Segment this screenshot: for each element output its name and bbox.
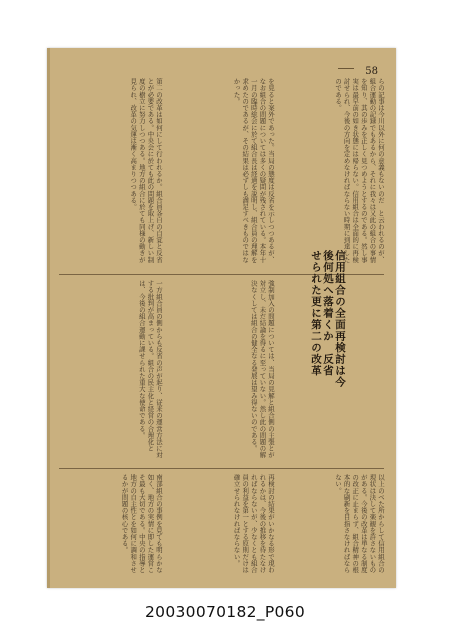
text-block-top-left: 第二の改革は如何にして行われるか。組合員各自の自覚と反省とが必要である。中央会に於ても此の問題を取上げ、新しい制度の樹立に努力しつつある。地方の組合に於ても同様の動きが見られ、改革の気運は漸く高まりつつある。: [129, 78, 163, 263]
text-block-bottom-middle: 再検討の結果がいかなる形で現われるかは、今後の推移を待たなければならないが、少なくとも組合員の利益を第一とする原則だけは確立せられなければならない。: [232, 474, 275, 573]
text-block-top-middle: を見ると案外であった。当局の態度は反省を示しつつあるが、なお組合の問題については多くの疑問が残されている。本年十一月の臨時総会に於て組合長は経過を説明し、組合員の理解を求めたのであるが、その結果は必ずしも満足すべきものではなかった。: [232, 78, 275, 263]
scan-edge: [47, 48, 50, 588]
archive-id-caption: 20030070182_P060: [145, 603, 305, 621]
section-divider: [59, 468, 384, 469]
headline-line: 信用組合の全面再検討は今: [334, 250, 346, 388]
text-block-bottom-right: 以上のべた所からして信用組合の現状は決して楽観を許さないものがある。今後の改革は単なる制度の改正に止まらず、組合精神の根本的な刷新を目指さなければならない。: [334, 474, 385, 573]
text-block-bottom-left: 南部組合の事例を見ても明らかな如く、地方の実情に即した運営こそ最も大切である。中央の指導と地方の自主性とを如何に調和させるかが問題の核心である。: [120, 474, 163, 573]
text-block-middle-left: 一方組合員の側からも反省の声が起り、従来の運営方法に対する批判が高まっている。組合の民主化と経営の合理化とは、今後の組合運動に課せられた重大な使命である。: [137, 280, 163, 459]
headline-line: 後何処へ落着くか 反省: [322, 250, 334, 377]
headline-line: せられた更に第二の改革: [310, 250, 322, 377]
page-number-rule: [338, 68, 354, 69]
text-block-middle-right: 強制加入の問題については、当局の見解と組合側の主張とが対立し、未だ結論を得るに至っていない。然し此の問題の解決なくしては組合の健全なる発展は望み得ないのである。: [249, 280, 275, 459]
article-headline: [246, 250, 346, 415]
text-block-top-right: らの記事は今川以外に何の意義もないのだ と云われるのが、組合運動の記録でもあるから、それに我々は又此の組合の事情を知り、其の歩みを正しく見つめようとするのである。然し事実は最早前の如き状態には帰らない。信用組合は全面的に再検討せられ、今後の方向を定めなければならない時期に到達したのである。: [334, 78, 385, 263]
page-number: 58: [365, 66, 378, 77]
